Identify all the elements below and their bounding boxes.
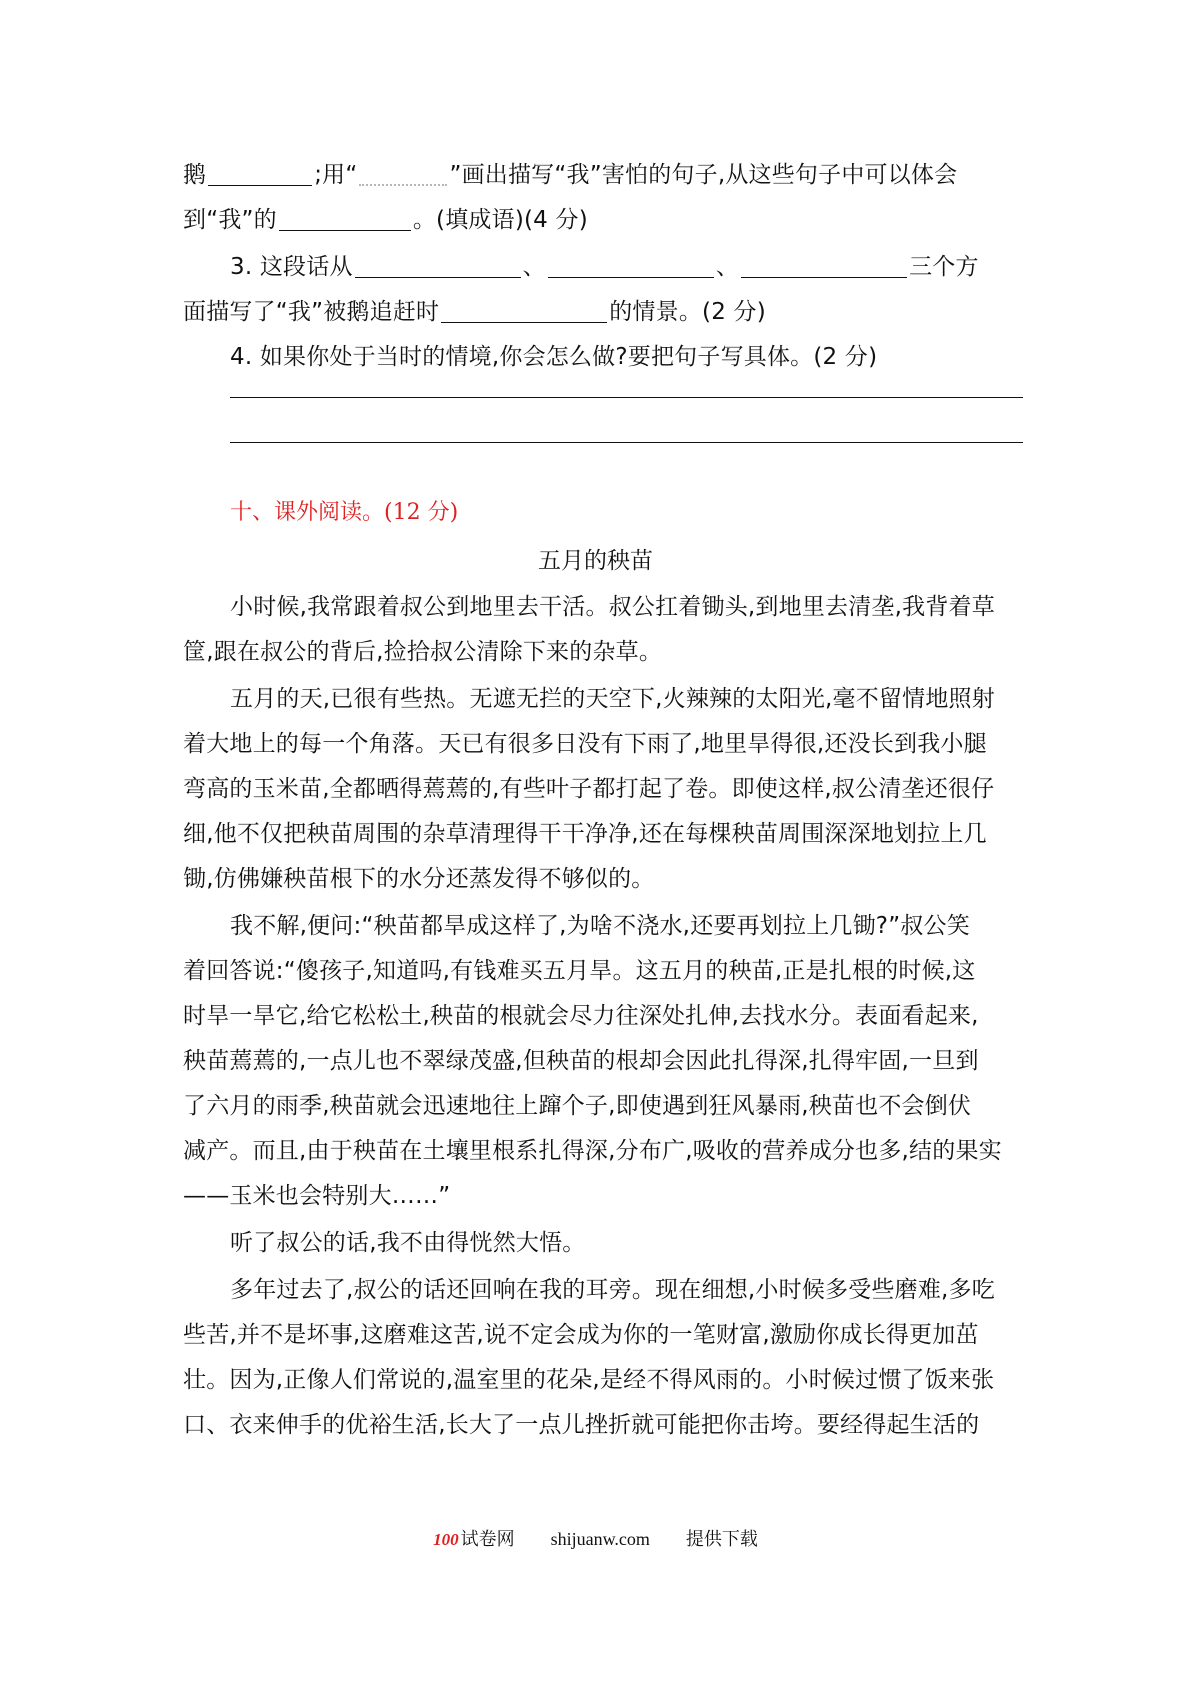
answer-line-1[interactable] [230, 397, 1023, 398]
passage-line: 筐,跟在叔公的背后,捡拾叔公清除下来的杂草。 [183, 639, 663, 665]
answer-blank-1[interactable] [355, 251, 521, 278]
q3-text-start: 3. 这段话从 [230, 254, 353, 280]
passage-line: 多年过去了,叔公的话还回响在我的耳旁。现在细想,小时候多受些磨难,多吃 [230, 1277, 995, 1303]
q3-sep-2: 、 [715, 254, 740, 280]
answer-blank-idiom[interactable] [279, 204, 411, 231]
passage-line: 我不解,便问:“秧苗都旱成这样了,为啥不浇水,还要再划拉上几锄?”叔公笑 [230, 913, 970, 939]
question-3-line-2 [183, 295, 1023, 329]
passage-title: 五月的秧苗 [538, 548, 653, 574]
passage-line: 细,他不仅把秧苗周围的杂草清理得干干净净,还在每棵秧苗周围深深地划拉上几 [183, 821, 987, 847]
answer-blank-2[interactable] [548, 251, 714, 278]
q3-text-end-2: 的情景。(2 分) [609, 299, 766, 325]
page-footer [0, 1526, 1191, 1553]
question-2-line-2 [183, 203, 1023, 237]
passage-line: 口、衣来伸手的优裕生活,长大了一点儿挫折就可能把你击垮。要经得起生活的 [183, 1412, 980, 1438]
passage-line: ——玉米也会特别大……” [183, 1183, 451, 1209]
passage-line: 锄,仿佛嫌秧苗根下的水分还蒸发得不够似的。 [183, 866, 655, 892]
q2-text-start: 鹅 [183, 162, 207, 188]
passage-line: 五月的天,已很有些热。无遮无拦的天空下,火辣辣的太阳光,毫不留情地照射 [230, 686, 995, 712]
question-3-line-1 [230, 250, 1023, 284]
wavy-underline-sample [359, 158, 447, 186]
passage-line: 弯高的玉米苗,全都晒得蔫蔫的,有些叶子都打起了卷。即使这样,叔公清垄还很仔 [183, 776, 995, 802]
passage-line: 小时候,我常跟着叔公到地里去干活。叔公扛着锄头,到地里去清垄,我背着草 [230, 594, 995, 620]
question-4 [230, 340, 1023, 374]
passage-line: 壮。因为,正像人们常说的,温室里的花朵,是经不得风雨的。小时候过惯了饭来张 [183, 1367, 995, 1393]
footer-note: 提供下载 [685, 1529, 758, 1549]
q2-text-start-2: 到“我”的 [183, 207, 277, 233]
passage-line: 些苦,并不是坏事,这磨难这苦,说不定会成为你的一笔财富,激励你成长得更加茁 [183, 1322, 979, 1348]
passage-line: 了六月的雨季,秧苗就会迅速地往上蹿个子,即使遇到狂风暴雨,秧苗也不会倒伏 [183, 1093, 972, 1119]
q3-text-start-2: 面描写了“我”被鹅追赶时 [183, 299, 440, 325]
passage-line: 着大地上的每一个角落。天已有很多日没有下雨了,地里旱得很,还没长到我小腿 [183, 731, 987, 757]
passage-line: 时旱一旱它,给它松松土,秧苗的根就会尽力往深处扎伸,去找水分。表面看起来, [183, 1003, 979, 1029]
section-heading: 十、课外阅读。(12 分) [230, 500, 459, 525]
passage-line: 着回答说:“傻孩子,知道吗,有钱难买五月旱。这五月的秧苗,正是扎根的时候,这 [183, 958, 976, 984]
q4-text: 4. 如果你处于当时的情境,你会怎么做?要把句子写具体。(2 分) [230, 344, 878, 370]
question-2-line-1 [183, 158, 1023, 192]
q2-text-end-2: 。(填成语)(4 分) [412, 207, 588, 233]
passage-line: 减产。而且,由于秧苗在土壤里根系扎得深,分布广,吸收的营养成分也多,结的果实 [183, 1138, 1002, 1164]
answer-blank-3[interactable] [741, 251, 907, 278]
q3-text-end: 三个方 [909, 254, 979, 280]
passage-line: 秧苗蔫蔫的,一点儿也不翠绿茂盛,但秧苗的根却会因此扎得深,扎得牢固,一旦到 [183, 1048, 979, 1074]
q2-text-end: ”画出描写“我”害怕的句子,从这些句子中可以体会 [449, 162, 958, 188]
answer-blank[interactable] [208, 159, 312, 186]
footer-url[interactable]: shijuanw.com [550, 1529, 650, 1549]
passage-line: 听了叔公的话,我不由得恍然大悟。 [230, 1230, 586, 1256]
site-logo: 100 [433, 1530, 459, 1549]
q2-text-mid: ;用“ [314, 162, 358, 188]
answer-line-2[interactable] [230, 442, 1023, 443]
answer-blank-4[interactable] [441, 296, 607, 323]
footer-site-name: 试卷网 [460, 1529, 515, 1549]
q3-sep-1: 、 [522, 254, 546, 280]
